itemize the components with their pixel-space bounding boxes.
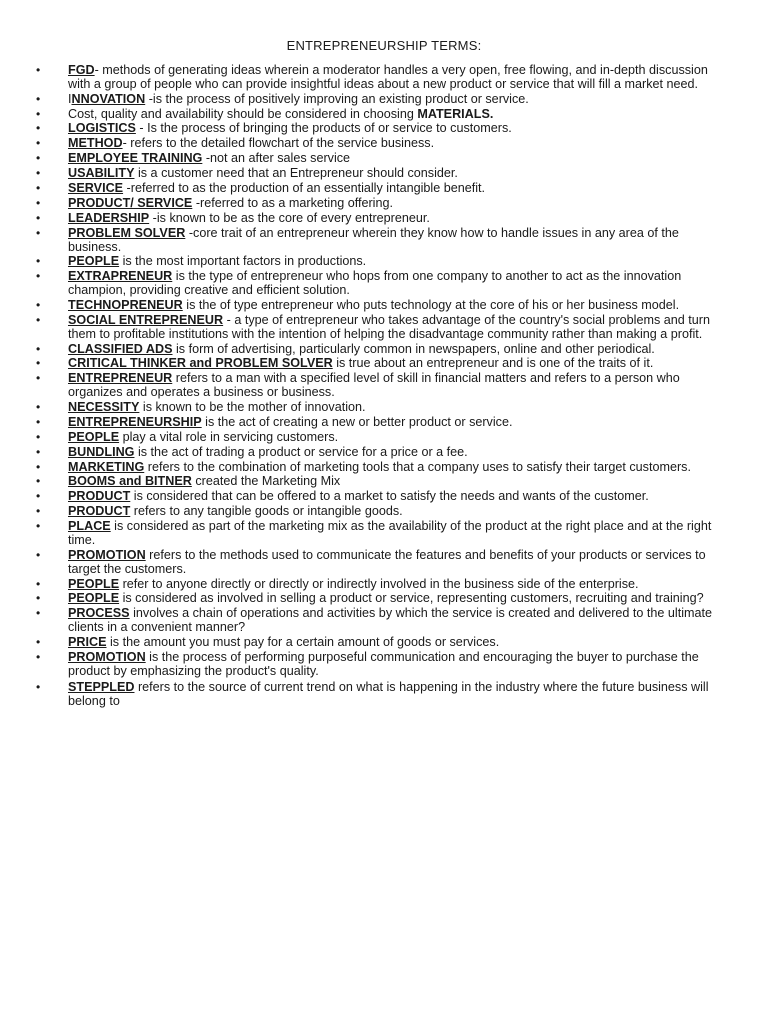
term-definition: refers to the methods used to communicate the features and benefits of your products or services to target the customers. (68, 547, 706, 576)
term-definition: refers to the source of current trend on what is happening in the industry where the future business will belong to (68, 680, 709, 709)
term-name: PROMOTION (68, 649, 146, 664)
bullet-icon: • (36, 649, 41, 664)
bullet-icon: • (36, 91, 41, 106)
bullet-icon: • (36, 341, 41, 356)
bullet-icon: • (36, 504, 41, 519)
term-definition: refers to the combination of marketing tools that a company uses to satisfy their target customers. (144, 459, 691, 474)
bullet-icon: • (36, 225, 41, 240)
list-item (36, 299, 726, 313)
term-name: TECHNOPRENEUR (68, 297, 183, 312)
list-item (36, 314, 726, 342)
list-item (36, 64, 726, 92)
list-item (36, 520, 726, 548)
term-definition: Cost, quality and availability should be considered in choosing (68, 106, 418, 121)
term-name: USABILITY (68, 166, 135, 181)
terms-list (36, 64, 726, 710)
list-item (36, 182, 726, 196)
term-name: NECESSITY (68, 400, 140, 415)
list-item (36, 270, 726, 298)
term-definition: created the Marketing Mix (191, 474, 341, 489)
term-definition: is the process of performing purposeful communication and encouraging the buyer to purchase the product by emphasizing the product's quality. (68, 649, 699, 678)
bullet-icon: • (36, 210, 41, 225)
bullet-icon: • (36, 136, 41, 151)
term-definition: - a type of entrepreneur who takes advantage of the country's social problems and turn them to profitable institutions with the intention of helping the disadvantage community rather than making a profit. (68, 312, 710, 341)
list-item (36, 122, 726, 136)
list-item (36, 490, 726, 504)
bullet-icon: • (36, 576, 41, 591)
bullet-icon: • (36, 356, 41, 371)
list-item (36, 416, 726, 430)
term-definition: is the of type entrepreneur who puts technology at the core of his or her business model. (182, 297, 680, 312)
term-name: BUNDLING (68, 444, 135, 459)
term-name: ENTREPRENEURSHIP (68, 414, 202, 429)
bullet-icon: • (36, 269, 41, 284)
term-name: PROMOTION (68, 547, 146, 562)
list-item (36, 592, 726, 606)
term-name: EMPLOYEE TRAINING (68, 151, 203, 166)
list-item (36, 227, 726, 255)
list-item (36, 372, 726, 400)
list-item (36, 137, 726, 151)
bullet-icon: • (36, 371, 41, 386)
term-definition: is the type of entrepreneur who hops from one company to another to act as the innovation champion, providing creative and efficient solution. (68, 269, 682, 298)
list-item (36, 475, 726, 489)
term-definition: refer to anyone directly or directly or indirectly involved in the business side of the enterprise. (119, 576, 639, 591)
bullet-icon: • (36, 680, 41, 695)
term-definition: play a vital role in servicing customers. (119, 429, 339, 444)
term-definition: - Is the process of bringing the products of or service to customers. (135, 121, 512, 136)
term-name: CRITICAL THINKER and PROBLEM SOLVER (68, 356, 333, 371)
bullet-icon: • (36, 459, 41, 474)
list-item (36, 446, 726, 460)
term-definition: is the amount you must pay for a certain amount of goods or services. (106, 634, 500, 649)
bullet-icon: • (36, 297, 41, 312)
term-name: PLACE (68, 519, 111, 534)
term-name: METHOD (68, 136, 123, 151)
list-item (36, 636, 726, 650)
bullet-icon: • (36, 547, 41, 562)
bullet-icon: • (36, 151, 41, 166)
list-item (36, 167, 726, 181)
list-item (36, 255, 726, 269)
term-name: CLASSIFIED ADS (68, 341, 173, 356)
list-item (36, 681, 726, 709)
list-item (36, 93, 726, 107)
term-definition: is the act of trading a product or service for a price or a fee. (134, 444, 468, 459)
bullet-icon: • (36, 634, 41, 649)
bullet-icon: • (36, 106, 41, 121)
list-item (36, 152, 726, 166)
term-name: PEOPLE (68, 576, 120, 591)
list-item (36, 607, 726, 635)
bullet-icon: • (36, 312, 41, 327)
term-name: PROCESS (68, 606, 130, 621)
bullet-icon: • (36, 489, 41, 504)
term-name: NNOVATION (71, 91, 146, 106)
list-item (36, 343, 726, 357)
list-item (36, 401, 726, 415)
bullet-icon: • (36, 591, 41, 606)
list-item (36, 212, 726, 226)
bullet-icon: • (36, 400, 41, 415)
term-name: PRODUCT/ SERVICE (68, 195, 193, 210)
term-definition: is a customer need that an Entrepreneur should consider. (134, 166, 458, 181)
term-definition: -is known to be as the core of every entrepreneur. (149, 210, 430, 225)
term-definition: involves a chain of operations and activities by which the service is created and delivered to the ultimate clients in a convenient manner? (68, 606, 713, 635)
term-name: SOCIAL ENTREPRENEUR (68, 312, 224, 327)
term-name: PRODUCT (68, 504, 131, 519)
term-name: PEOPLE (68, 254, 120, 269)
term-definition: is the most important factors in productions. (119, 254, 367, 269)
term-name: MARKETING (68, 459, 145, 474)
term-definition: refers to a man with a specified level of skill in financial matters and refers to a person who organizes and operates a business or business. (68, 371, 680, 400)
term-name: LEADERSHIP (68, 210, 150, 225)
list-item (36, 197, 726, 211)
term-name: SERVICE (68, 181, 124, 196)
list-item (36, 549, 726, 577)
term-name: PRODUCT (68, 489, 131, 504)
term-definition: is considered that can be offered to a market to satisfy the needs and wants of the customer. (130, 489, 649, 504)
term-definition: - refers to the detailed flowchart of the service business. (122, 136, 435, 151)
bullet-icon: • (36, 606, 41, 621)
term-name: BOOMS and BITNER (68, 474, 192, 489)
term-definition: is form of advertising, particularly common in newspapers, online and other periodical. (172, 341, 655, 356)
bullet-icon: • (36, 474, 41, 489)
term-name: EXTRAPRENEUR (68, 269, 173, 284)
term-definition: refers to any tangible goods or intangible goods. (130, 504, 403, 519)
bullet-icon: • (36, 181, 41, 196)
list-item (36, 505, 726, 519)
term-definition: -referred to as a marketing offering. (192, 195, 393, 210)
bullet-icon: • (36, 195, 41, 210)
term-definition: is considered as part of the marketing mix as the availability of the product at the right place and at the right time. (68, 519, 712, 547)
term-definition: -is the process of positively improving an existing product or service. (145, 91, 529, 106)
term-definition: -not an after sales service (202, 151, 351, 166)
term-definition: is known to be the mother of innovation. (139, 400, 366, 415)
bullet-icon: • (36, 444, 41, 459)
term-name: FGD (68, 63, 95, 77)
term-name: STEPPLED (68, 680, 135, 695)
term-name: LOGISTICS (68, 121, 136, 136)
bullet-icon: • (36, 63, 41, 77)
term-definition: -referred to as the production of an essentially intangible benefit. (123, 181, 486, 196)
term-name: PEOPLE (68, 429, 120, 444)
bullet-icon: • (36, 414, 41, 429)
list-item (36, 431, 726, 445)
term-definition: is considered as involved in selling a product or service, representing customers, recruiting and training? (119, 591, 704, 606)
term-definition: - methods of generating ideas wherein a moderator handles a very open, free flowing, and in-depth discussion with a group of people who can provide insightful ideas about a new product or service that will fill a market need. (68, 63, 708, 91)
bullet-icon: • (36, 519, 41, 534)
term-definition: is the act of creating a new or better product or service. (201, 414, 513, 429)
bullet-icon: • (36, 166, 41, 181)
list-item (36, 108, 726, 122)
list-item (36, 357, 726, 371)
term-name: PEOPLE (68, 591, 120, 606)
term-name: MATERIALS. (417, 106, 494, 121)
bullet-icon: • (36, 121, 41, 136)
term-name: ENTREPRENEUR (68, 371, 173, 386)
term-name: PROBLEM SOLVER (68, 225, 186, 240)
term-definition: -core trait of an entrepreneur wherein they know how to handle issues in any area of the business. (68, 225, 679, 254)
document-title: ENTREPRENEURSHIP TERMS: (286, 38, 482, 53)
term-definition: is true about an entrepreneur and is one of the traits of it. (332, 356, 654, 371)
list-item (36, 578, 726, 592)
term-prefix: I (68, 91, 72, 106)
term-name: PRICE (68, 634, 107, 649)
list-item (36, 651, 726, 679)
bullet-icon: • (36, 254, 41, 269)
bullet-icon: • (36, 429, 41, 444)
list-item (36, 461, 726, 475)
